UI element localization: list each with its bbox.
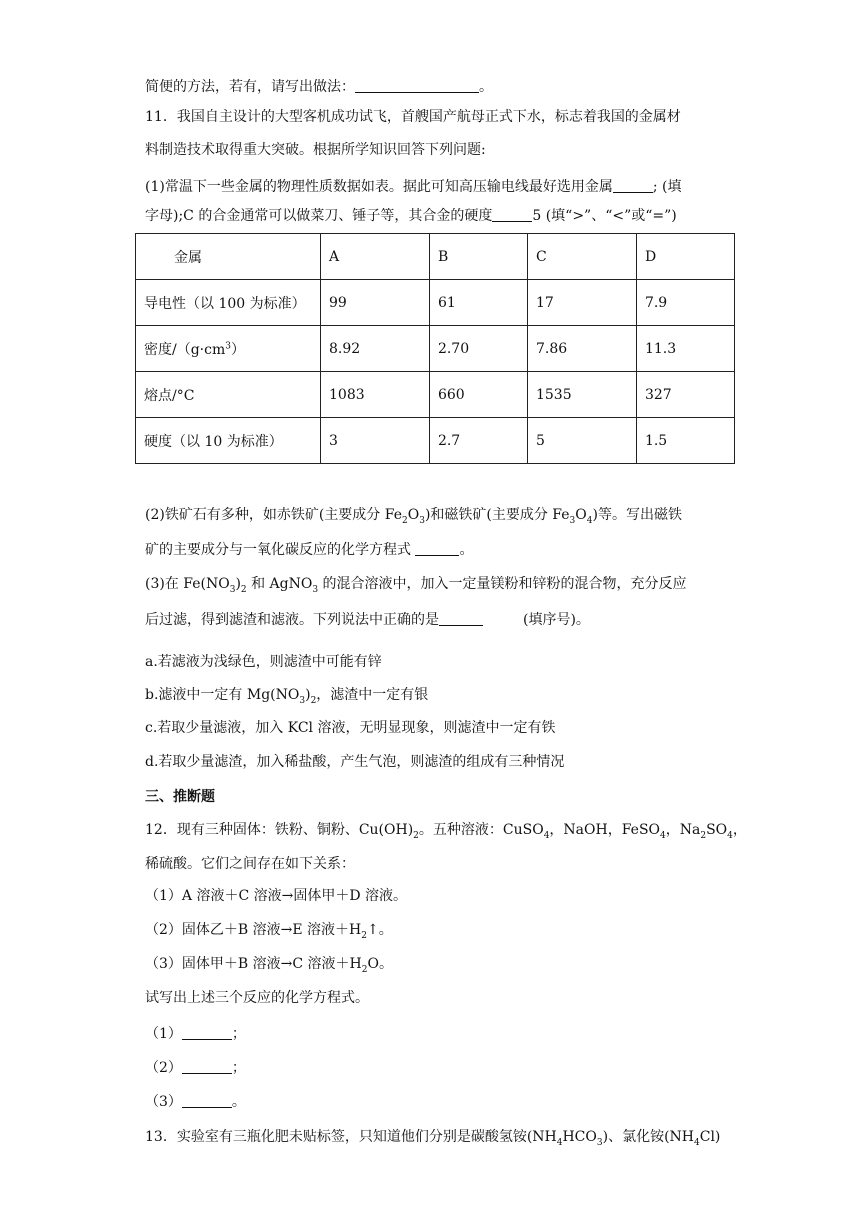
question-11-part2-line-2: 矿的主要成分与一氧化碳反应的化学方程式 。 xyxy=(145,542,474,558)
table-row-label: 硬度（以 10 为标准） xyxy=(136,418,321,464)
metal-properties-table xyxy=(135,233,735,464)
question-11-line-2: 料制造技术取得重大突破。根据所学知识回答下列问题: xyxy=(145,142,486,158)
question-11-part1-line-1: (1)常温下一些金属的物理性质数据如表。据此可知高压输电线最好选用金属 ; (填 xyxy=(145,179,682,195)
table-cell: 327 xyxy=(636,372,734,418)
table-row-label: 导电性（以 100 为标准） xyxy=(136,280,321,326)
option-c: c.若取少量滤液，加入 KCl 溶液，无明显现象，则滤渣中一定有铁 xyxy=(145,720,556,736)
table-cell: 1083 xyxy=(321,372,430,418)
table-cell: 61 xyxy=(429,280,527,326)
table-cell: 5 xyxy=(527,418,636,464)
reaction-3: （3）固体甲＋B 溶液→C 溶液$+H_2O$。 xyxy=(145,956,393,975)
answer-blank xyxy=(355,78,479,93)
table-cell: 11.3 xyxy=(636,326,734,372)
table-header-cell: A xyxy=(321,234,430,280)
table-row xyxy=(136,280,735,326)
table-cell: 99 xyxy=(321,280,430,326)
reaction-2: （2）固体乙＋B 溶液→E 溶液$+H_2↑$。 xyxy=(145,922,393,941)
table-cell: 2.7 xyxy=(429,418,527,464)
table-header-row xyxy=(136,234,735,280)
table-row xyxy=(136,418,735,464)
option-d: d.若取少量滤渣，加入稀盐酸，产生气泡，则滤渣的组成有三种情况 xyxy=(145,754,565,770)
answer-blank xyxy=(613,178,653,193)
answer-blank xyxy=(492,207,532,222)
answer-blank xyxy=(182,1093,232,1108)
answer-2: （2） ； xyxy=(145,1060,246,1076)
option-a: a.若滤液为浅绿色，则滤渣中可能有锌 xyxy=(145,654,382,670)
table-cell: 1.5 xyxy=(636,418,734,464)
table-cell: 3 xyxy=(321,418,430,464)
option-b: b.滤液中一定有 $Mg(NO_3)_2$，滤渣中一定有银 xyxy=(145,687,429,706)
section-heading: 三、推断题 xyxy=(145,789,215,805)
answer-1: （1） ； xyxy=(145,1026,246,1042)
answer-blank xyxy=(415,541,459,556)
table-cell: 7.86 xyxy=(527,326,636,372)
question-11-part3-line-1: (3)在 $Fe(NO_3)_2$ 和 AgNO$_3$ 的混合溶液中，加入一定量镁粉和锌粉的混合物，充分反应 xyxy=(145,576,687,595)
question-13-line-1: 13．实验室有三瓶化肥未贴标签，只知道他们分别是碳酸氢铵$(NH_4HCO_3)$、氯化铵$(NH_4Cl)$ xyxy=(145,1129,721,1148)
table-row xyxy=(136,372,735,418)
table-cell: 17 xyxy=(527,280,636,326)
table-header-cell: C xyxy=(527,234,636,280)
question-11-part3-line-2: 后过滤，得到滤渣和滤液。下列说法中正确的是 (填序号)。 xyxy=(145,612,590,628)
table-cell: 1535 xyxy=(527,372,636,418)
table-cell: 660 xyxy=(429,372,527,418)
question-11-part1-line-2: 字母);C 的合金通常可以做菜刀、锤子等，其合金的硬度 5 (填“>”、“<”或“=”) xyxy=(145,208,677,224)
question-12-ask: 试写出上述三个反应的化学方程式。 xyxy=(145,990,369,1006)
answer-3: （3） 。 xyxy=(145,1094,246,1110)
table-cell: 2.70 xyxy=(429,326,527,372)
table-header-cell: B xyxy=(429,234,527,280)
reaction-1: （1）A 溶液＋C 溶液→固体甲＋D 溶液。 xyxy=(145,888,408,904)
answer-blank xyxy=(182,1059,232,1074)
table-row-label: 密度$/(g\cdot cm^3)$ xyxy=(136,326,321,372)
table-header-cell: 金属 xyxy=(136,234,321,280)
answer-blank xyxy=(439,611,483,626)
question-11-part2-line-1: (2)铁矿石有多种，如赤铁矿(主要成分 $Fe_2O_3$)和磁铁矿(主要成分 $Fe_3O_4$)等。写出磁铁 xyxy=(145,507,682,526)
table-cell: 8.92 xyxy=(321,326,430,372)
table-cell: 7.9 xyxy=(636,280,734,326)
question-12-line-1: 12．现有三种固体：铁粉、铜粉、$Cu(OH)_2$。五种溶液：CuSO$_4$，NaOH，FeSO$_4$，$Na_2SO_4$， xyxy=(145,822,747,841)
text-line: 简便的方法，若有，请写出做法： 。 xyxy=(145,79,493,95)
question-11-line-1: 11．我国自主设计的大型客机成功试飞，首艘国产航母正式下水，标志着我国的金属材 xyxy=(145,109,681,125)
answer-blank xyxy=(182,1025,232,1040)
table-header-cell: D xyxy=(636,234,734,280)
table-row xyxy=(136,326,735,372)
question-12-line-2: 稀硫酸。它们之间存在如下关系： xyxy=(145,856,355,872)
table-row-label: 熔点/°C xyxy=(136,372,321,418)
